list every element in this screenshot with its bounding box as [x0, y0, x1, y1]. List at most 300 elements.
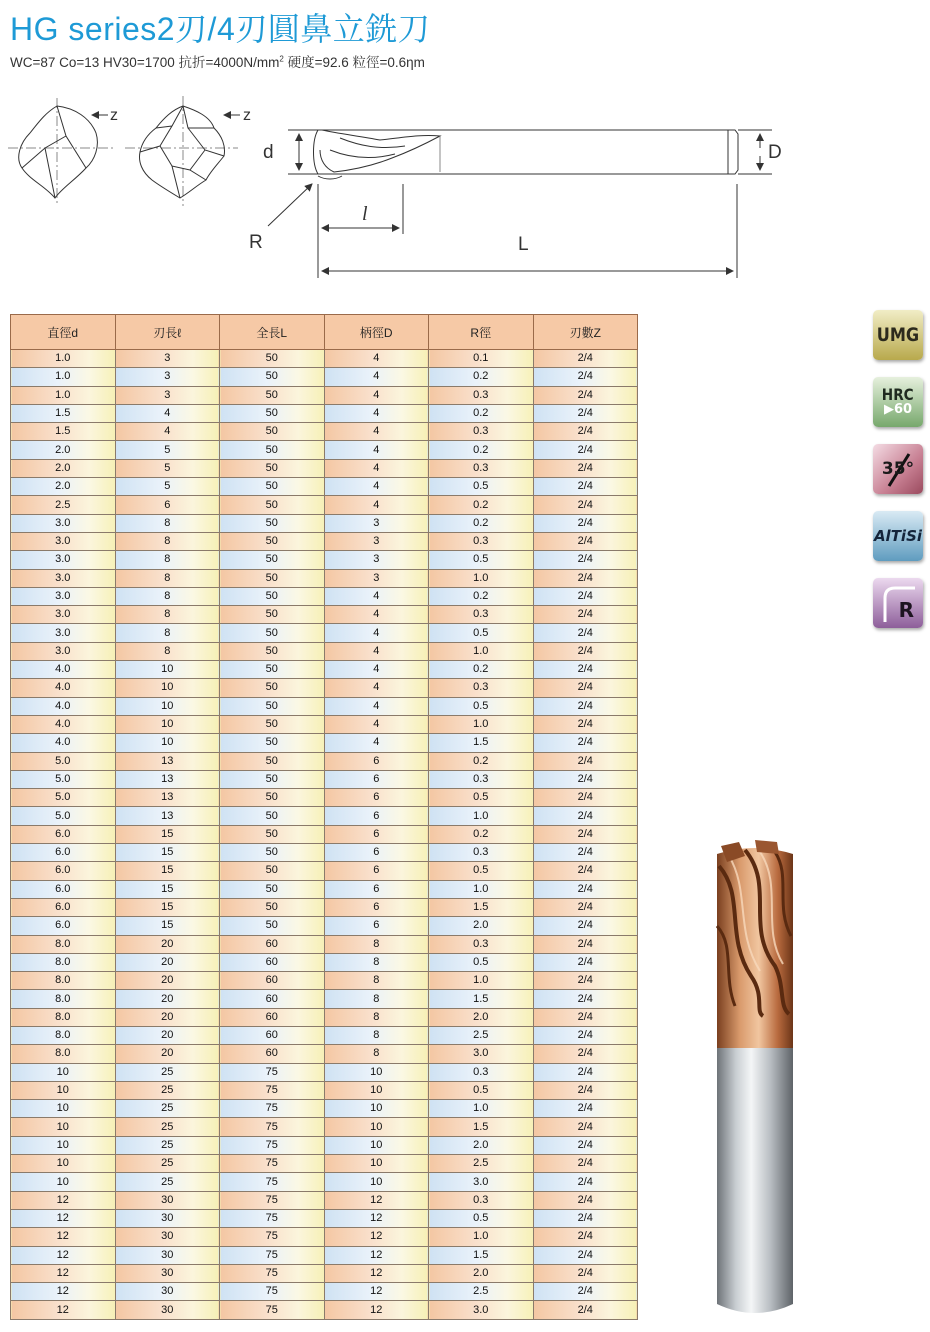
cell-flute-length: 8: [115, 587, 220, 605]
cell-diameter: 6.0: [11, 917, 116, 935]
table-row: [11, 459, 638, 477]
cell-diameter: 5.0: [11, 770, 116, 788]
table-row: [11, 917, 638, 935]
cell-shank-diameter: 6: [324, 752, 429, 770]
cell-corner-radius: 1.5: [429, 898, 534, 916]
table-row: [11, 514, 638, 532]
cell-diameter: 6.0: [11, 898, 116, 916]
cell-flute-length: 25: [115, 1136, 220, 1154]
cell-diameter: 6.0: [11, 880, 116, 898]
table-row: [11, 1283, 638, 1301]
dim-R-label: R: [249, 232, 263, 253]
cell-flute-length: 30: [115, 1283, 220, 1301]
cell-corner-radius: 0.3: [429, 770, 534, 788]
cell-corner-radius: 0.2: [429, 404, 534, 422]
cell-overall-length: 75: [220, 1246, 325, 1264]
cell-overall-length: 50: [220, 825, 325, 843]
cell-overall-length: 50: [220, 642, 325, 660]
end-mill-photo: [705, 836, 805, 1322]
cell-flute-count: 2/4: [533, 587, 638, 605]
cell-flute-count: 2/4: [533, 1136, 638, 1154]
cell-corner-radius: 2.0: [429, 1136, 534, 1154]
cell-overall-length: 50: [220, 734, 325, 752]
cell-flute-count: 2/4: [533, 532, 638, 550]
cell-overall-length: 50: [220, 917, 325, 935]
cell-flute-length: 25: [115, 1173, 220, 1191]
table-row: [11, 972, 638, 990]
cell-flute-count: 2/4: [533, 697, 638, 715]
cell-overall-length: 50: [220, 807, 325, 825]
cell-overall-length: 50: [220, 624, 325, 642]
cell-flute-count: 2/4: [533, 1081, 638, 1099]
cell-diameter: 10: [11, 1100, 116, 1118]
cell-flute-length: 25: [115, 1155, 220, 1173]
cell-overall-length: 75: [220, 1283, 325, 1301]
table-row: [11, 1301, 638, 1319]
table-row: [11, 569, 638, 587]
cell-flute-length: 25: [115, 1100, 220, 1118]
cell-flute-count: 2/4: [533, 350, 638, 368]
cell-flute-count: 2/4: [533, 606, 638, 624]
coating-badge-text: AlTiSi: [873, 527, 923, 545]
table-row: [11, 1081, 638, 1099]
helix-angle-text: 35°: [881, 459, 915, 479]
cell-diameter: 5.0: [11, 752, 116, 770]
table-row: [11, 606, 638, 624]
cell-flute-length: 20: [115, 953, 220, 971]
cell-shank-diameter: 8: [324, 935, 429, 953]
table-row: [11, 350, 638, 368]
cell-corner-radius: 3.0: [429, 1301, 534, 1319]
cell-overall-length: 50: [220, 569, 325, 587]
cell-shank-diameter: 4: [324, 386, 429, 404]
cell-diameter: 10: [11, 1155, 116, 1173]
cell-diameter: 10: [11, 1081, 116, 1099]
dim-d-label: d: [263, 142, 274, 163]
cell-flute-length: 5: [115, 441, 220, 459]
cell-corner-radius: 0.2: [429, 496, 534, 514]
cell-flute-count: 2/4: [533, 1301, 638, 1319]
cell-corner-radius: 0.2: [429, 368, 534, 386]
cell-shank-diameter: 6: [324, 825, 429, 843]
cell-flute-length: 10: [115, 734, 220, 752]
cell-flute-length: 10: [115, 697, 220, 715]
cell-flute-length: 10: [115, 661, 220, 679]
cell-flute-count: 2/4: [533, 734, 638, 752]
cell-diameter: 8.0: [11, 935, 116, 953]
table-row: [11, 587, 638, 605]
cell-corner-radius: 0.3: [429, 459, 534, 477]
cell-corner-radius: 0.3: [429, 679, 534, 697]
cell-shank-diameter: 6: [324, 807, 429, 825]
cell-flute-count: 2/4: [533, 569, 638, 587]
dim-L-label: L: [518, 234, 529, 255]
cell-shank-diameter: 10: [324, 1118, 429, 1136]
cell-diameter: 3.0: [11, 642, 116, 660]
table-row: [11, 697, 638, 715]
cell-overall-length: 50: [220, 789, 325, 807]
cell-shank-diameter: 4: [324, 423, 429, 441]
table-row: [11, 953, 638, 971]
cell-flute-count: 2/4: [533, 789, 638, 807]
material-spec-text: WC=87 Co=13 HV30=1700 抗折=4000N/mm: [10, 55, 280, 70]
cell-flute-length: 5: [115, 459, 220, 477]
table-row: [11, 1264, 638, 1282]
cell-diameter: 10: [11, 1118, 116, 1136]
cell-flute-length: 3: [115, 350, 220, 368]
cell-shank-diameter: 10: [324, 1155, 429, 1173]
cell-shank-diameter: 6: [324, 880, 429, 898]
cell-flute-count: 2/4: [533, 1118, 638, 1136]
cell-flute-count: 2/4: [533, 514, 638, 532]
cell-overall-length: 60: [220, 1045, 325, 1063]
cell-flute-count: 2/4: [533, 1045, 638, 1063]
cell-corner-radius: 0.3: [429, 844, 534, 862]
cell-overall-length: 75: [220, 1118, 325, 1136]
cell-diameter: 4.0: [11, 715, 116, 733]
cell-diameter: 8.0: [11, 1026, 116, 1044]
page-title: HG series2刃/4刃圓鼻立銑刀: [10, 11, 431, 47]
cell-diameter: 8.0: [11, 1008, 116, 1026]
cell-corner-radius: 0.2: [429, 752, 534, 770]
cell-diameter: 6.0: [11, 844, 116, 862]
cell-overall-length: 60: [220, 972, 325, 990]
cell-shank-diameter: 6: [324, 862, 429, 880]
table-row: [11, 1063, 638, 1081]
cell-flute-count: 2/4: [533, 1100, 638, 1118]
cell-diameter: 8.0: [11, 990, 116, 1008]
cell-diameter: 4.0: [11, 661, 116, 679]
cell-shank-diameter: 6: [324, 770, 429, 788]
cell-flute-length: 3: [115, 368, 220, 386]
cell-shank-diameter: 4: [324, 478, 429, 496]
cell-corner-radius: 2.5: [429, 1283, 534, 1301]
four-flute-end-view: [125, 96, 238, 206]
table-row: [11, 404, 638, 422]
cell-shank-diameter: 4: [324, 679, 429, 697]
cell-diameter: 6.0: [11, 825, 116, 843]
table-row: [11, 1118, 638, 1136]
cell-flute-length: 20: [115, 990, 220, 1008]
cell-flute-count: 2/4: [533, 642, 638, 660]
helix-angle-badge: [873, 444, 923, 494]
table-row: [11, 551, 638, 569]
cell-overall-length: 50: [220, 661, 325, 679]
cell-shank-diameter: 6: [324, 844, 429, 862]
cell-corner-radius: 0.5: [429, 697, 534, 715]
cell-overall-length: 75: [220, 1136, 325, 1154]
cell-flute-length: 4: [115, 404, 220, 422]
cell-flute-length: 13: [115, 752, 220, 770]
table-row: [11, 423, 638, 441]
cell-shank-diameter: 8: [324, 972, 429, 990]
cell-shank-diameter: 3: [324, 569, 429, 587]
hrc-badge: [873, 377, 923, 427]
cell-flute-count: 2/4: [533, 386, 638, 404]
cell-flute-length: 15: [115, 880, 220, 898]
cell-overall-length: 50: [220, 898, 325, 916]
cell-corner-radius: 0.3: [429, 386, 534, 404]
cell-shank-diameter: 8: [324, 953, 429, 971]
table-row: [11, 368, 638, 386]
cell-shank-diameter: 4: [324, 734, 429, 752]
cell-flute-count: 2/4: [533, 953, 638, 971]
cell-flute-length: 25: [115, 1081, 220, 1099]
cell-diameter: 1.5: [11, 423, 116, 441]
cell-flute-count: 2/4: [533, 917, 638, 935]
cell-shank-diameter: 4: [324, 459, 429, 477]
table-row: [11, 1191, 638, 1209]
cell-corner-radius: 0.3: [429, 1191, 534, 1209]
material-spec-text2: 硬度=92.6 粒徑=0.6ηm: [283, 55, 425, 70]
cell-overall-length: 60: [220, 1026, 325, 1044]
table-row: [11, 1228, 638, 1246]
cell-flute-count: 2/4: [533, 496, 638, 514]
header-flute-length: 刃長ℓ: [115, 315, 220, 350]
cell-flute-count: 2/4: [533, 404, 638, 422]
cell-flute-length: 13: [115, 807, 220, 825]
dim-D-label: D: [768, 142, 782, 163]
umg-badge: [873, 310, 923, 360]
cell-flute-count: 2/4: [533, 679, 638, 697]
cell-overall-length: 60: [220, 1008, 325, 1026]
cell-corner-radius: 0.3: [429, 423, 534, 441]
header-overall-length: 全長L: [220, 315, 325, 350]
cell-shank-diameter: 4: [324, 368, 429, 386]
cell-flute-count: 2/4: [533, 1063, 638, 1081]
cell-shank-diameter: 4: [324, 606, 429, 624]
table-row: [11, 496, 638, 514]
spec-table: [10, 314, 638, 1320]
cell-flute-length: 30: [115, 1264, 220, 1282]
table-row: [11, 789, 638, 807]
cell-flute-length: 4: [115, 423, 220, 441]
cell-flute-length: 13: [115, 770, 220, 788]
cell-flute-count: 2/4: [533, 624, 638, 642]
cell-overall-length: 75: [220, 1301, 325, 1319]
cell-corner-radius: 0.5: [429, 953, 534, 971]
cell-shank-diameter: 3: [324, 551, 429, 569]
table-row: [11, 661, 638, 679]
cell-flute-length: 30: [115, 1191, 220, 1209]
hrc-badge-value: ▶60: [883, 402, 913, 417]
cell-flute-length: 5: [115, 478, 220, 496]
table-row: [11, 679, 638, 697]
cell-overall-length: 50: [220, 770, 325, 788]
cell-overall-length: 50: [220, 752, 325, 770]
cell-shank-diameter: 4: [324, 587, 429, 605]
cell-corner-radius: 3.0: [429, 1045, 534, 1063]
cell-corner-radius: 1.0: [429, 1100, 534, 1118]
cell-shank-diameter: 4: [324, 496, 429, 514]
cell-flute-count: 2/4: [533, 715, 638, 733]
cell-flute-count: 2/4: [533, 898, 638, 916]
cell-overall-length: 75: [220, 1173, 325, 1191]
cell-shank-diameter: 8: [324, 1045, 429, 1063]
cell-shank-diameter: 6: [324, 789, 429, 807]
cell-overall-length: 60: [220, 953, 325, 971]
cell-overall-length: 50: [220, 368, 325, 386]
cell-flute-count: 2/4: [533, 844, 638, 862]
cell-flute-length: 20: [115, 935, 220, 953]
table-row: [11, 935, 638, 953]
cell-flute-length: 8: [115, 606, 220, 624]
cell-overall-length: 50: [220, 679, 325, 697]
cell-shank-diameter: 12: [324, 1191, 429, 1209]
cell-overall-length: 75: [220, 1081, 325, 1099]
cell-flute-length: 25: [115, 1063, 220, 1081]
cell-corner-radius: 0.5: [429, 478, 534, 496]
table-header-row: [11, 315, 638, 350]
cell-shank-diameter: 8: [324, 1008, 429, 1026]
cell-flute-length: 8: [115, 551, 220, 569]
cell-flute-length: 8: [115, 532, 220, 550]
cell-corner-radius: 1.5: [429, 1246, 534, 1264]
cell-flute-length: 15: [115, 898, 220, 916]
cell-flute-length: 10: [115, 715, 220, 733]
cell-shank-diameter: 4: [324, 661, 429, 679]
cell-shank-diameter: 12: [324, 1228, 429, 1246]
cell-shank-diameter: 8: [324, 1026, 429, 1044]
cell-diameter: 10: [11, 1063, 116, 1081]
cell-corner-radius: 1.0: [429, 715, 534, 733]
cell-flute-count: 2/4: [533, 825, 638, 843]
cell-shank-diameter: 12: [324, 1301, 429, 1319]
cell-shank-diameter: 4: [324, 697, 429, 715]
table-row: [11, 532, 638, 550]
material-spec: [10, 51, 425, 71]
table-row: [11, 880, 638, 898]
cell-overall-length: 50: [220, 606, 325, 624]
cell-diameter: 6.0: [11, 862, 116, 880]
cell-overall-length: 50: [220, 423, 325, 441]
table-row: [11, 1155, 638, 1173]
cell-flute-length: 30: [115, 1228, 220, 1246]
cell-overall-length: 50: [220, 386, 325, 404]
cell-flute-length: 15: [115, 917, 220, 935]
cell-flute-count: 2/4: [533, 1228, 638, 1246]
cell-diameter: 12: [11, 1209, 116, 1227]
cell-overall-length: 50: [220, 441, 325, 459]
cell-overall-length: 50: [220, 697, 325, 715]
cell-diameter: 2.0: [11, 478, 116, 496]
cell-overall-length: 75: [220, 1063, 325, 1081]
cell-corner-radius: 0.2: [429, 587, 534, 605]
table-row: [11, 862, 638, 880]
cell-flute-count: 2/4: [533, 862, 638, 880]
cell-corner-radius: 0.2: [429, 441, 534, 459]
cell-flute-length: 25: [115, 1118, 220, 1136]
hrc-badge-text: HRC: [882, 385, 914, 404]
cell-diameter: 5.0: [11, 807, 116, 825]
table-row: [11, 734, 638, 752]
cell-diameter: 3.0: [11, 587, 116, 605]
cell-overall-length: 50: [220, 404, 325, 422]
cell-flute-length: 10: [115, 679, 220, 697]
corner-radius-text: R: [898, 598, 914, 622]
table-row: [11, 624, 638, 642]
cell-flute-length: 13: [115, 789, 220, 807]
cell-flute-count: 2/4: [533, 1155, 638, 1173]
cell-diameter: 10: [11, 1136, 116, 1154]
cell-flute-count: 2/4: [533, 752, 638, 770]
cell-overall-length: 50: [220, 862, 325, 880]
cell-corner-radius: 0.2: [429, 661, 534, 679]
cell-overall-length: 50: [220, 844, 325, 862]
cell-overall-length: 75: [220, 1155, 325, 1173]
cell-flute-count: 2/4: [533, 1209, 638, 1227]
cell-corner-radius: 0.5: [429, 789, 534, 807]
cell-overall-length: 60: [220, 990, 325, 1008]
cell-flute-length: 30: [115, 1209, 220, 1227]
cell-flute-length: 20: [115, 972, 220, 990]
feature-badges: [873, 310, 925, 645]
cell-diameter: 3.0: [11, 532, 116, 550]
cell-diameter: 12: [11, 1228, 116, 1246]
cell-corner-radius: 1.5: [429, 1118, 534, 1136]
header-corner-radius: R徑: [429, 315, 534, 350]
table-row: [11, 1026, 638, 1044]
cell-diameter: 3.0: [11, 551, 116, 569]
cell-corner-radius: 0.5: [429, 1081, 534, 1099]
cell-flute-length: 8: [115, 624, 220, 642]
corner-radius-badge: [873, 578, 923, 628]
header-shank-diameter: 柄徑D: [324, 315, 429, 350]
cell-overall-length: 50: [220, 532, 325, 550]
table-row: [11, 807, 638, 825]
cell-shank-diameter: 4: [324, 404, 429, 422]
table-row: [11, 1100, 638, 1118]
cell-shank-diameter: 10: [324, 1063, 429, 1081]
material-spec-sup: 2: [279, 54, 284, 64]
table-row: [11, 898, 638, 916]
coating-badge: [873, 511, 923, 561]
header-flute-count: 刃數Z: [533, 315, 638, 350]
table-row: [11, 825, 638, 843]
cell-flute-count: 2/4: [533, 990, 638, 1008]
cell-shank-diameter: 12: [324, 1209, 429, 1227]
cell-shank-diameter: 8: [324, 990, 429, 1008]
cell-corner-radius: 1.0: [429, 1228, 534, 1246]
cell-corner-radius: 0.5: [429, 862, 534, 880]
cell-diameter: 2.5: [11, 496, 116, 514]
cell-corner-radius: 0.3: [429, 935, 534, 953]
cell-flute-length: 30: [115, 1301, 220, 1319]
dim-l-label: l: [362, 203, 368, 225]
table-row: [11, 642, 638, 660]
cell-flute-count: 2/4: [533, 1283, 638, 1301]
z-label-2: z: [243, 107, 251, 124]
cell-corner-radius: 2.0: [429, 917, 534, 935]
cell-diameter: 1.0: [11, 368, 116, 386]
cell-overall-length: 50: [220, 478, 325, 496]
cell-flute-count: 2/4: [533, 1026, 638, 1044]
cell-corner-radius: 0.5: [429, 624, 534, 642]
table-row: [11, 386, 638, 404]
cell-corner-radius: 2.5: [429, 1026, 534, 1044]
cell-diameter: 4.0: [11, 679, 116, 697]
cell-shank-diameter: 6: [324, 898, 429, 916]
table-row: [11, 478, 638, 496]
cell-corner-radius: 0.2: [429, 825, 534, 843]
cell-flute-count: 2/4: [533, 1173, 638, 1191]
cell-diameter: 12: [11, 1191, 116, 1209]
cell-flute-count: 2/4: [533, 661, 638, 679]
cell-overall-length: 60: [220, 935, 325, 953]
cell-shank-diameter: 3: [324, 532, 429, 550]
cell-diameter: 12: [11, 1301, 116, 1319]
cell-flute-length: 6: [115, 496, 220, 514]
